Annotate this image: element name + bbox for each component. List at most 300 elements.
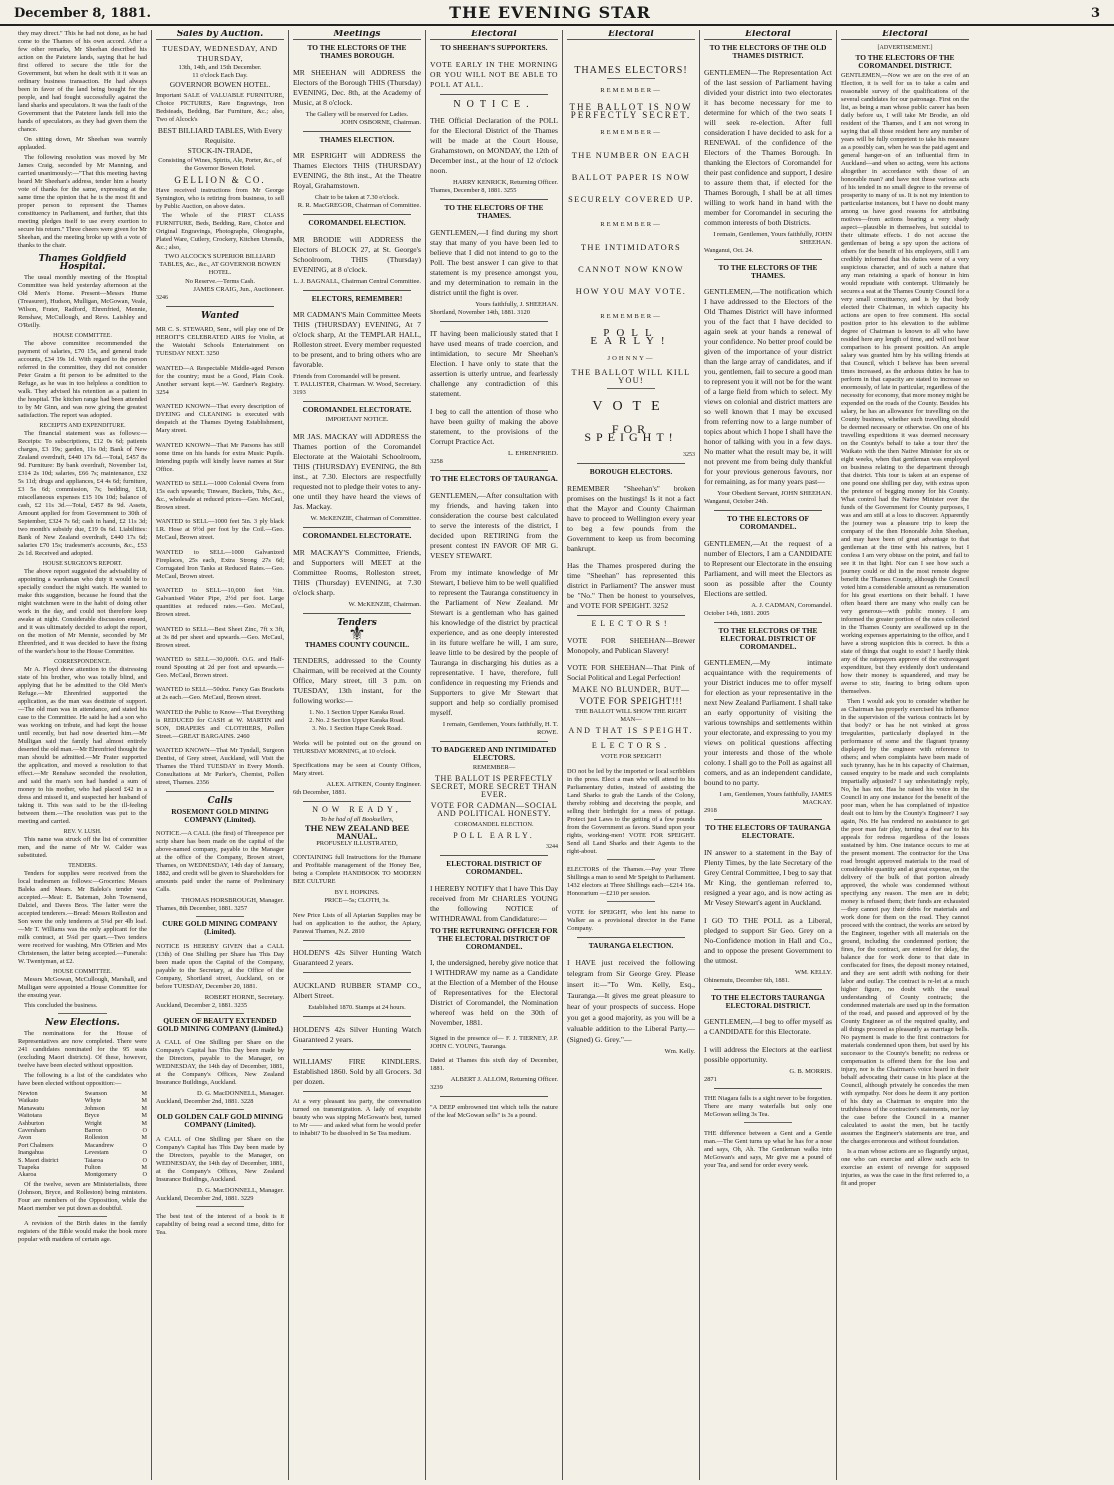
party-cell: M [141,1164,147,1172]
member-cell: Bryce [84,1112,100,1120]
borough-electors-text-2: Has the Thames prospered during the time "Sheehan" has represented this district in Parliament? The answer must be "No." Then be honest to yourselves, and VOTE FOR SPEIGHT. 3252 [567,561,695,611]
vote-cadman-line: VOTE FOR CADMAN—SOCIAL AND POLITICAL HONESTY. [430,801,558,819]
member-cell: Swanson [84,1090,107,1097]
surgeon-report-text: The above report suggested the advisability of appointing a wardsman who duty it would be to specially conduct the night watch. He wanted to make this suggestion, because he found that the night watchmen were in the habit of doing other work in the day, and could not therefore keep awake at night. Considerable discussion ensued, and it was ultimately decided to adopt the report, on the motion of Mr Mennie, seconded by Mr Ehrenfried, and it was decided to have the fixing of the warder's hour to the House Committee. [18,568,147,655]
divider [58,1013,107,1014]
rowe-letter: GENTLEMEN,—After consultation with my friends, and having taken into consideration the course best calculated to serve the interests of the district, I decided upon RETIRING from the present contest IN FAVOR OF MR G. VESEY STEWART. [430,490,558,560]
ad-title: TO THE ELECTORS OF TAURANGA ELECTORATE. [705,823,831,841]
sheehan-resolution: The following resolution was moved by Mr James Craig, seconded by Mr Manning, and carried unanimously:—"That this meeting having heard Mr Sheehan's address, tender him a hearty vote of thanks for the same, expressing at the same time the opinion that he is the most fit and proper person to represent the Thames constituency in Parliament, and further, that this meeting pledges itself to use every exertion to secure his return." Three cheers were given for Mr Sheehan, and the meeting broke up with a vote of thanks to the chair. [18,154,148,249]
tender-signature: ALEX. AITKEN, County Engineer. [326,780,421,788]
sheehan-signature: I remain, Gentlemen, Yours faithfully, JOHN SHEEHAN. [713,230,832,246]
call-date: Auckland, December 2nd, 1881. 3229 [156,1194,254,1202]
for-speight-line: FOR SPEIGHT! [584,422,678,444]
table-row [18,1149,147,1156]
member-cell: Barron [84,1127,102,1135]
rubber-stamp-ad: AUCKLAND RUBBER STAMP CO., Albert Street. [293,980,421,1000]
correspondence-text: Mr A. Floyd drew attention to the distressing state of his brother, who was totally blind, and applying that he be admitted to the Old Men's Refuge.—Mr Ehrenfried supported the application, as the man was destitute of support.—The old man was in attendance, and stated his case to the Committee. He said he had a son who was working on tribute, and had kept the house until recently, but had now deserted him.—Mr Mulligan said the family had almost entirely deserted the old man.—Mr Ehrenfried thought the man should be admitted.—Mr Frater supported the application, and moved a resolution to that effect.—Mr Renshaw seconded the resolution, and said the man's son had handed a sum of money to his mother, who had placed £42 in a dress and missed it, and suspected her husband of taking it. This was said to be the ill-feeling between them.—The resolution was put to the meeting and carried. [18,666,147,825]
unopposed-intro: The following is a list of the candidates who have been elected without opposition:— [18,1072,147,1087]
coromandel-election-line: COROMANDEL ELECTION. [454,821,534,829]
correspondence-subhead: CORRESPONDENCE. [54,659,111,665]
divider [303,401,411,402]
now-ready: NOW READY, [312,804,402,814]
call-signature: THOMAS HORSBROUGH, Manager. [181,897,284,905]
crest-icon: ⚜ [348,622,366,645]
bee-manual-title: THE NEW ZEALAND BEE MANUAL. [304,822,410,841]
bee-manual-text: CONTAINING full Instructions for the Humane and Profitable management of the Honey Bee, being a Complete HANDBOOK TO MODERN BEE CULTURE [293,854,421,886]
sheehan-letter: GENTLEMEN,—I find during my short stay that many of you have been led to believe that I did not intend to go to the Poll. The best answer I can give to that statement is my presence amongst you, and my determination to remain in the district until the fight is over. [430,227,558,297]
sheehan-address: GENTLEMEN—The Representation Act of the last session of Parliament having divided your district into two electorates it has become necessary for me to determine for which of the two seats I will seek re-election. After full consideration I have decided to ask for a RENEWAL of the confidence of the Electors of the Thames Borough. In thanking the Electors of Coromandel for their past confidence and support, I desire to assure them that, if elected for the Thames Borough, I shall be at all times willing to work hand in hand with the member for Coromandel in securing the common interests of both Districts. [704,67,832,227]
ehrenfried-signature: L. EHRENFRIED. [507,449,558,457]
meeting-title: THAMES ELECTION. [319,134,395,144]
meeting-title: ELECTORS, REMEMBER! [311,293,403,303]
kelly-signature: WM. KELLY. [794,968,832,976]
table-row [18,1120,147,1127]
nominations-text: The nominations for the House of Representatives are now completed. There were 241 candidates nominated for the 95 seats (excluding Maori districts). Of these, however, twelve have been elected without opposition. [18,1030,147,1069]
wanted-ad: WANTED KNOWN—That Mr Parsons has still some time on his hands for extra Music Pupils. Intending pupils will kindly leave names at Star Office. [156,441,284,473]
divider [607,78,655,79]
call-text: A CALL of One Shilling per Share on the Company's Capital has This Day been made by the Directors, payable to the Manager, on WEDNESDAY, the 14th day of December, 1881, at the Company's Offices, New Zealand Insurance Buildings, Auckland. [156,1039,284,1087]
meetings-heading: Meetings [293,30,421,40]
table-row [18,1090,147,1097]
member-cell: Johnson [84,1104,105,1112]
party-cell: O [142,1141,147,1149]
ad-number: 2918 [704,807,717,815]
divider [166,791,274,792]
meeting-signature: R. R. MacGREGOR, Chairman of Committee. [297,202,421,210]
ad-date: Wanganui, October 24th. [704,498,769,506]
table-row [18,1134,147,1141]
column-5-electoral [562,30,699,1480]
page-number: 3 [1090,6,1100,21]
rowe-signature: I remain, Gentlemen, Yours faithfully, H. T. ROWE. [442,721,558,737]
meeting-signature: L. J. BAGNALL, Chairman Central Committee. [293,277,421,285]
member-cell: Macandrew [84,1141,114,1149]
bee-manual-price: PRICE—5s; CLOTH, 3s. [324,897,390,905]
sheehan-address-2: GENTLEMEN,—The notification which I have addressed to the Electors of the Old Thames District will have informed you of the fact that I have decided to again seek at your hands a renewal of your confidence. No better proof could be given of the importance of your district than the large array of candidates, and if you, gentlemen, fail to secure a good man to represent you it will not be for the want of a large field from which to select. My views on colonial and district matters are so well known that I may be excused from referring now to a large number of topics about which I hope I shall have the honor of talking with you in a few days. No matter what the result may be, it will not prevent me from being duly thankful for your previous generous favours, nor for remaining, as for many years past— [704,287,833,487]
rev-lush-subhead: REV. V. LUSH. [63,829,102,835]
party-cell: M [141,1134,147,1142]
masthead [0,0,1114,26]
ad-title: TO THE ELECTORS TAURANGA ELECTORAL DISTRICT. [711,992,825,1010]
district-cell: Akaroa [18,1171,37,1179]
ad-title: TO THE ELECTORS OF THE COROMANDEL DISTRICT. [855,53,955,70]
auction-venue: GOVERNOR BOWEN HOTEL. [169,80,271,89]
district-cell: Inangahua [18,1149,44,1157]
wanted-ad: WANTED—A Respectable Middle-aged Person for the country; must be a Good, Plain Cook. Another servant kept.—W. Gardner's Registry. 3254 [156,364,284,396]
wanted-ad: WANTED to SELL—1000 Colonial Ovens from 15s each upwards; Tinware, Buckets, Tubs, &c., &c., wholesale at reduced prices—Geo. McCaul, Brown street. [156,479,284,511]
column-1-news [14,30,151,1480]
ad-title: TAURANGA ELECTION. [588,940,674,950]
land-sharks-text: DO not be led by the imported or local scribblers in the press. Elect a man who will attend to his Parliamentary duties, instead of assisting the Land Sharks to grab the Lands of the Colony, thereby robbing and deceiving the people, and selling their birthright for a mess of pottage. Protect just Laws to the getting of a few pounds from the Government as favors. Stand upon your rights, working-men! VOTE FOR SPEIGHT. Send all Land Sharks and their Agents to the right-about. [567,767,695,855]
wanted-ad: WANTED to SELL—10,000 feet ½in. Galvanised Water Pipe, 2½d per foot. Large quantities at reduced rates.—Geo. McCaul, Brown street. [156,587,284,619]
party-cell: M [141,1104,147,1112]
table-row [18,1142,147,1149]
party-cell: M [141,1119,147,1127]
wanted-ad: WANTED to SELL—1000 feet 5in. 3 ply black I.R. Hose at 9½d per foot by the Coil.—Geo. McCaul, Brown street. [156,518,284,542]
call-title: CURE GOLD MINING COMPANY (Limited). [162,919,278,937]
meeting-note: Friends from Coromandel will be present. [293,373,401,381]
house-committee-subhead: HOUSE COMMITTEE. [53,333,112,339]
rubber-stamp-est: Established 1870. Stamps at 24 hours. [308,1003,406,1011]
ad-title: TO THE ELECTORS OF THE ELECTORAL DISTRICT OF COROMANDEL. [718,625,818,651]
table-row [18,1105,147,1112]
electors-line: ELECTORS! [591,619,671,629]
ad-title: TO THE ELECTORS OF THE THAMES. [718,262,818,280]
returning-officer-heading: TO THE RETURNING OFFICER FOR THE ELECTORAL DISTRICT OF COROMANDEL. [430,925,558,951]
member-cell: Fulton [84,1164,101,1172]
niagara-quip: THE Niagara falls is a sight never to be forgotten. There are many waterfalls but only one McGowan selling 3s Tea. [704,1095,832,1119]
tender-title: THAMES COUNTY COUNCIL. [304,639,410,649]
brodie-critique: GENTLEMEN,—Now we are on the eve of an Election, it is well for us to take a calm and reasonable survey of the qualifications of the several candidates for our patronage. First on the list, as being a man whose public career has been daily before us, I will take Mr Brodie, an old resident of the Thames, and I am not wrong in saying that all those resident here any number of years will be fully competent to take his measure as a possibly can, when he was the paid agent and general hanger-on of an influential firm in Auckland—and when so acting, were his actions altogether in accordance with those of an honorable man? and have not those various acts of his tended in no small degree to the reverse of prosperity to many of us. It is not my intention to particularise instances, but I have no doubt many among us have good reasons for attributing motives—from actions bearing a very shady aspect—plausible in themselves, but suicidal to their ultimate effects. I do not accuse the gentleman of being a spy upon the actions of others for the benefit of his employers, still I am credibly informed that his duties were of a very suspicious character, and of such a nature that any man retaining a spark of honour in him would repudiate with contempt. Ultimately he secures a seat at the Thames County Council for a very small constituency, and is by that body elected their Chairman, in which capacity his actions are open to free comment. His social position prior to his elevation to the sublime degree of Chairman is known to all who have resided here any length of time, and will not bear comparison to his present position. An ample salary was granted him by his willing friends at that Council, which I believe has been several times increased, as the arduous duties he has to perform in that capacity are stated to increase so enormously, of late in particular, regardless of the necessity for economy, that more money might be expended on the roads of the County. Besides his salary, he has an allowance for travelling on the County business, whether such travelling should be deemed necessary or otherwise. On one of his travelling expeditions it was deemed necessary on the County's behalf to take a tour thro' the Waikato with the then Native Minister for six or eight weeks, when that gentleman was employed on business relating to the department through that district. This tour is taken at an expense of one pound one shilling per day, with extras upon the pretence of begging money for his County. What control had the Native Minister over the funds of the Government for County purposes, I was and am still at a loss to discover. Apparently the journey was a pleasure trip to keep the company of the then Honorable John Sheehan, and may have been of great advantage to that gentleman at the time with his natives, but I confess I am very obtuse on the point, and fail to see it in that light. Nor can I see how such a journey could or did in the most remote degree benefit the Thames County, although the Council voted him a considerable amount as remuneration for his great exertions on their behalf. I have often heard there are many who really can be very generous—with public money. I am informed the greater portion of the rates collected in the Thames County are swallowed up in the working expenses appertaining to the office, and I have a strong suspicion this is correct. Is this a state of things that ought to exist? I hardly think any of the ratepayers approve of the extravagant expenditure, but they evidently don't understand how their money is squandered, and may be averse to stir, fearing to bring odium upon themselves. [841,72,970,695]
district-cell: Waitotara [18,1112,42,1120]
remember-line: REMEMBER— [600,221,662,228]
ad-title: TO THE ELECTORS OF THE THAMES. [444,203,544,221]
wanted-ad: WANTED to SELL—Best Sheet Zinc, 7ft x 3ft, at 3s 8d per sheet and upwards.—Geo. McCaul, Brown street. [156,625,284,649]
call-text: NOTICE IS HEREBY GIVEN that a CALL (13th) of One Shilling per Share has This Day been made upon the Capital of the Company, payable to the Secretary, at the Office of the Company, Shortland street, Auckland, on or before TUESDAY, December 20, 1881. [156,942,284,990]
meeting-text: MR SHEEHAN will ADDRESS the Electors of the Borough THIS (Thursday) EVENING, Dec. 8th, at the Academy of Music, at 8 o'clock. [293,67,421,107]
auction-dates: 13th, 14th, and 15th December. [178,64,262,71]
that-is-speight: AND THAT IS SPEIGHT. [568,726,694,736]
remember-line: REMEMBER— [472,764,516,772]
mackay-address: GENTLEMEN,—My intimate acquaintance with the requirements of your District induces me to offer myself for election as your representative in the next New Zealand Parliament. I shall take an early opportunity of visiting the various townships and settlements within your electorate, and expressing to you my views on political questions affecting your interests and those of the whole colony. I shall go to the Poll as against all comers, and as an independent candidate, bound to no party. [704,658,832,788]
poll-early-line: POLL EARLY. [453,831,535,841]
divider [440,855,548,856]
divider [303,1091,411,1092]
receipts-text: The financial statement was as follows:—Receipts: To subscriptions, £12 0s 6d; patients charges, £3 19s; garden, 11s 0d; Bank of New Zealand overdraft, £440 17s 6d.—Total, £457 8s 9d. Furniture: By bank overdraft, November 1st, £314 2s 10d; salaries, £66 7s; maintenance, £32 5s 11d; drugs and appliances, £4 4s 6d; furniture, £3 5s 6d; commission, 7s; bedding, £18, miscellaneous expenses £15 10s 10d; balance of cash, £2 11s 3d.—Total, £457 8s 9d. Assets, Amount applied for from Government to 30th of September, £324 7s 6d; cash in hand, £2 11s 3d; two month's subsidy due, £19 0s 6d. Liabilities: Bank of New Zealand overdraft, £440 17s 6d; salaries £70 15s; tradesmen's accounts, &c., £53 2s 1d. Received and adopted. [18,430,147,557]
member-cell: Levestam [84,1149,109,1157]
ad-number: 3239 [430,1084,443,1092]
ad-title: ELECTORAL DISTRICT OF COROMANDEL. [446,859,542,877]
auction-stock: STOCK-IN-TRADE, [187,146,253,155]
ad-title: TO SHEEHAN'S SUPPORTERS. [440,43,548,52]
vote-speight-line: VOTE FOR SPEIGHT!!! [579,696,683,707]
tender-item: 2. No. 2 Section Upper Karaka Road. [309,717,405,725]
district-cell: Port Chalmers [18,1141,54,1149]
meeting-text: MR JAS. MACKAY will ADDRESS the Thames portion of the Coromandel Electorate at the Waiotahi Schoolroom, THIS (THURSDAY) EVENING, the 8th inst., at 7.30. Electors are respectfully requested not to pledge their votes to any-one until they have heard the views of Jas. Mackay. [293,431,421,511]
vote-line: VOTE [592,399,670,414]
district-cell: S. Maori district [18,1156,59,1164]
hospital-heading: Thames Goldfield Hospital. [38,254,127,272]
tender-note: Specifications may be seen at County Offices, Mary street. [293,761,421,777]
divider [607,388,655,389]
auction-billiard-tables: BEST BILLIARD TABLES, With Every Requisite. [157,126,283,145]
table-row [18,1171,147,1178]
divider [303,613,411,614]
meeting-subtitle: IMPORTANT NOTICE. [325,416,389,424]
wanted-ad: WANTED KNOWN—That Mr Tyndall, Surgeon Dentist, of Grey street, Auckland, will Visit the Thames the Third TUESDAY in Every Month. Consultations at Mr Parker's, Chemist, Pollen street, Thames. 2356 [156,747,284,787]
divider [607,901,655,902]
electoral-heading: Electoral [567,30,695,40]
meeting-title: COROMANDEL ELECTION. [308,218,406,228]
call-signature: ROBERT HORNE, Secretary. [204,993,284,1001]
call-title: OLD GOLDEN CALF GOLD MINING COMPANY (Limited). [156,1112,284,1130]
call-text: NOTICE.—A CALL (the first) of Threepence per scrip share has been made on the capital of the above-named company, payable to the Manager at the office of the Company, Brown street, Thames, on WEDNESDAY, 14th day of January, 1882, and credit will be given to Shareholders for amounts paid under the name of Preliminary Calls. [156,830,284,894]
meeting-text: MR CADMAN'S Main Committee Meets THIS (THURSDAY) EVENING, At 7 o'clock sharp, At the TEMPLAR HALL, Rolleston street. Every member requested to be present, and to bring others who are favorable. [293,310,421,370]
column-4-electoral [425,30,562,1480]
auctioneer-firm: GELLION & CO. [174,175,266,185]
ad-title: TO THE ELECTORS OF COROMANDEL. [727,514,809,532]
divider [196,1109,244,1110]
divider [440,199,548,200]
call-signature: D. G. MacDONNELL, Manager. [197,1090,284,1098]
poll-date: Thames, December 8, 1881. 3255 [430,187,517,195]
auction-number: 3246 [156,295,168,301]
ad-title: TO THE ELECTORS OF THE OLD THAMES DISTRICT. [709,43,827,60]
party-cell: O [142,1149,147,1157]
bee-manual-illustrated: PROFUSELY ILLUSTRATED, [316,839,398,847]
unopposed-table [18,1090,147,1179]
calls-heading: Calls [207,796,233,807]
meeting-title: TO THE ELECTORS OF THE THAMES BOROUGH. [307,43,407,60]
meeting-note: The Gallery will be reserved for Ladies. [305,110,409,118]
ehrenfried-statement: IT having been maliciously stated that I have used means of trade coercion, and intimidation, to secure Mr Sheehan's Election. I have only to state that the assertion is utterly untrue, and fearlessly challenge any contradiction of this statement. [430,329,558,399]
divider [196,1013,244,1014]
tea-quip: The best test of the interest of a book is it capability of being read a second time, ditto for Tea. [156,1213,284,1237]
electors-line: ELECTORS. [591,741,671,751]
holden-watch-ad: HOLDEN'S 42s Silver Hunting Watch Guaranteed 2 years. [293,948,421,968]
ad-title: BOROUGH ELECTORS. [589,467,673,476]
member-cell: Whyte [84,1097,102,1105]
poll-declaration: THE Official Declaration of the POLL for the Electoral District of the Thames will be made at the Court House, Grahamstown, on MONDAY, the 12th of December inst., at the hour of 12 o'clock noon. [430,116,558,176]
district-cell: Manawatu [18,1104,45,1112]
wanted-ad: MR C. S. STEWARD, Senr., will play one of Dr HEROIT'S CELEBRATED AIRS for Violin, at the Waiotahi Schools Entertainment on TUESDAY NEXT. 3250 [156,326,284,358]
ad-date: October 14th, 1881. 2005 [704,609,770,617]
new-elections-heading: New Elections. [45,1018,120,1028]
wanted-ad: WANTED to SELL—50doz. Fancy Gas Brackets at 2s each.—Geo. McCaul, Brown street. [156,686,284,702]
column-3-meetings-tenders [288,30,425,1480]
withdrawal-text: I, the undersigned, hereby give notice that I WITHDRAW my name as a Candidate at the Election of a Member of the House of Representatives for the Electoral District of Coromandel, the Nomination whereof was held on the 30th of November, 1881. [430,958,558,1028]
tenders-text: Tenders for supplies were received from the local tradesmen as follows:—Groceries: Messrs Baleks and Mears. Mr Baleks's tender was accepted.—Meat: E. Bateman, John Townsend, Dalziel, and Daves Bros. The latter were the accepted tenderers.—Bread: Messrs Rolleston and Son were the only tenderers at 5¼d per 4lb loaf.—Mr T. Williams was the only applicant for the milk contract, at 5¼d per quart.—Two tenders were received for washing, Mrs O'Brien and Mrs Christensen, the latter being accepted.—Funerals: W. Twentyman, at £2. [18,870,148,965]
vote-sheehan-satire: VOTE FOR SHEEHAN—Brewer Monopoly, and Publican Slavery! [567,635,695,655]
sales-by-auction-heading: Sales by Auction. [156,30,284,40]
meeting-signature: JOHN OSBORNE, Chairman. [340,118,421,126]
bee-manual-author: BY I. HOPKINS. [334,889,380,897]
remember-line: REMEMBER— [600,313,662,320]
cadman-signature: A. J. CADMAN, Coromandel. [751,601,832,609]
ehrenfried-number: 3258 [430,457,443,465]
divider [303,1016,411,1017]
kelly-statement-2: I GO TO THE POLL as a Liberal, pledged to support Sir Geo. Grey on a No-Confidence motion in Hall and Co., and to oppose the present Government to the utmost. [704,915,832,965]
district-cell: Tuapeka [18,1164,40,1172]
district-cell: Waikato [18,1097,39,1105]
party-cell: O [142,1171,147,1179]
sheehan-date: Shortland, November 14th, 1881. 3120 [430,308,530,316]
divider [577,615,685,616]
wanted-ad: WANTED the Public to Know—That Everything is REDUCED for CASH at W. MARTIN and SON, DRAPERS and CLOTHIERS, Pollen Street.—GREAT BARGAINS. 2460 [156,708,284,740]
hospital-present: The usual monthly meeting of the Hospital Committee was held yesterday afternoon at the Old Men's Home. Present—Messrs Hume (Treasurer), Hudson, Mulligan, McGowan, Veale, Wilson, Frater, Radford, Ehrenfried, Mennie, Renshaw, McCullough, and Revs. Laishley and O'Reilly. [18,274,147,329]
meeting-text: MR MACKAY'S Committee, Friends, and Supporters will MEET at the Committee Rooms, Rolleston street, THIS (Thursday) EVENING, at 7.30 o'clock sharp. [293,547,421,597]
auction-instructions: Have received instructions from Mr George Symington, who is retiring from business, to sell by Public Auction, on above dates. [156,187,284,210]
divider [58,1216,107,1217]
divider [440,470,548,471]
gent-quip: THE difference between a Gent and a Gentle man.—The Gent turns up what he has for a nose and says, Oh, Ah. The Gentleman walks into McGowan's and says, Mr give me a pound of your Tea, and send for order every week. [704,1129,832,1169]
meeting-signature: W. McKENZIE, Chairman of Committee. [310,514,421,522]
divider [303,214,411,215]
ad-date: Ohinemutu, December 6th, 1881. [704,976,790,984]
house-committee-2-subhead: HOUSE COMMITTEE. [53,969,112,975]
ballot-secret-line: THE BALLOT IS PERFECTLY SECRET, MORE SECRET THAN EVER. [430,774,558,800]
call-date: Thames, 8th December, 1881. 3257 [156,905,248,913]
auction-days: TUESDAY, WEDNESDAY, AND THURSDAY, [162,44,278,63]
divider [440,1096,548,1097]
divider [303,972,411,973]
bee-manual-pricelist: New Price Lists of all Apiarian Supplies may be had on application to the author, the Apiary, Parawai Thames, N.Z. 2810 [293,911,421,935]
advertisement-label: [ADVERTISEMENT.] [877,45,933,51]
morris-address: GENTLEMEN,—I beg to offer myself as a CANDIDATE for this Electorate. [704,1017,832,1037]
remember-line: REMEMBER— [600,87,662,94]
allom-signature: ALBERT J. ALLOM, Returning Officer. [450,1076,558,1084]
auction-stock-detail: Consisting of Wines, Spirits, Ale, Porter, &c., of the Governor Bowen Hotel. [158,157,282,172]
ballot-number-line: THE NUMBER ON EACH BALLOT PAPER IS NOW SECURELY COVERED UP. [568,151,694,204]
party-cell: M [141,1112,147,1120]
divider [714,622,822,623]
grey-telegram: I HAVE just received the following telegram from Sir George Grey. Please insert it:—"To Wm. Kelly, Esq., Tauranga.—It gives me great pleasure to hear of your prospects of success. Hope you get a good majority, as you will be a valuable addition to the Liberal Party.—(Signed) G. Grey."— [567,958,695,1045]
mackay-signature: I am, Gentlemen, Yours faithfully, JAMES MACKAY. [719,791,832,807]
divider [196,1206,244,1207]
wanted-ad: WANTED to SELL—30,000ft. O.G. and Half-round Spouting at 2d per foot and upwards.—Geo. McCaul, Brown street. [156,655,284,679]
wanted-ad: WANTED KNOWN—That every description of DYEING and CLEANING is executed with despatch at the Thames Dyeing Establishment, Mary street. [156,403,284,435]
ad-date: Wanganui, Oct. 24. [704,246,754,254]
member-cell: Wright [84,1119,102,1127]
morris-address-2: I will address the Electors at the earliest possible opportunity. [704,1044,832,1064]
auction-furniture: The Whole of the FIRST CLASS FURNITURE, Beds, Bedding, Rare, Choice and Original Engravings, Photographs, Oleographs, Plated Ware, Cutlery, Crockery, Kitchen Utensils, &c.; also, [156,212,284,251]
column-2-auction-wanted-calls [151,30,288,1480]
auction-time: 11 o'clock Each Day. [192,72,248,79]
tender-text: TENDERS, addressed to the County Chairman, will be received at the County Office, Mary street, till 3 p.m. on TUESDAY, 13th instant, for the following works:— [293,656,421,706]
honorarium-text: ELECTORS of the Thames.—Pay your Three Shillings a man to send Mr Speight to Parliament. 1432 electors at Three Shillings each—£214 16s. Honorarium —£210 per session. [567,866,695,898]
call-title: ROSEMONT GOLD MINING COMPANY (Limited). [171,807,269,825]
tender-note: Works will be pointed out on the ground on THURSDAY MORNING, at 10 o'clock. [293,739,421,755]
johnny-line: JOHNNY— [607,355,655,362]
table-row [18,1097,147,1104]
fire-kindlers-ad: WILLIAMS' FIRE KINDLERS. Established 1860. Sold by all Grocers. 3d per dozen. [293,1057,421,1087]
holden-watch-ad: HOLDEN'S 42s Silver Hunting Watch Guaranteed 2 years. [293,1024,421,1044]
ballot-secret-line: THE BALLOT IS NOW PERFECTLY SECRET. [569,102,693,120]
divider [303,940,411,941]
divider [303,131,411,132]
brodie-critique-3: Is a man whose actions are so flagrantly unjust, one who can exercise and allow such acts to exercise an extent of revenge for supposed injuries, as was the case in the first referred to, a fit and proper [841,1148,969,1187]
divider [714,1088,822,1089]
bible-quip: A revision of the Birth dates in the family registers of the Bible would make the book more popular with maidens of certain age. [18,1219,147,1243]
divider [196,916,244,917]
ad-number: 3244 [546,844,558,851]
ehrenfried-statement-2: I beg to call the attention of those who have been guilty of making the above statement, to the provisions of the Corrupt Practice Act. [430,406,558,446]
call-title: QUEEN OF BEAUTY EXTENDED GOLD MINING COMPANY (Limited.) [156,1015,284,1033]
ballot-kill-line: THE BALLOT WILL KILL YOU! [571,368,691,385]
electoral-heading: Electoral [704,30,832,40]
member-cell: Rolleston [84,1134,109,1142]
intimidators-line: THE INTIMIDATORS CANNOT NOW KNOW HOW YOU MAY VOTE. [575,243,687,296]
ad-title: TO THE ELECTORS OF TAURANGA. [430,473,558,483]
divider [303,801,411,802]
tender-date: 6th December, 1881. [293,788,347,796]
divider [303,290,411,291]
divider [303,527,411,528]
tea-party-quip: At a very pleasant tea party, the conversation turned on transmigration. A lady of exquisite beauty who was sipping McGowan's best, turned to Mr —— and asked what form he would prefer to inhabit? To be dissolved in Se Tea medium. [293,1098,421,1138]
divider [303,1049,411,1050]
district-cell: Ashburton [18,1119,45,1127]
call-date: Auckland, December 2, 1881. 3235 [156,1001,248,1009]
ballot-right-man: THE BALLOT WILL SHOW THE RIGHT MAN— [575,708,687,724]
rev-lush-text: This name was struck off the list of committee men, and the name of Mr W. Calder was substituted. [18,836,147,859]
sheehan-signature: Yours faithfully, J. SHEEHAN. [475,300,558,308]
cadman-address: GENTLEMEN,—At the request of a number of Electors, I am a CANDIDATE to Represent our Electorate in the ensuing Parliament, and will meet the Electors as soon as possible after the County Elections are settled. [704,538,832,598]
tenders-subhead: TENDERS. [68,863,97,869]
member-cell: Taiaroa [84,1156,104,1164]
tender-item: 1. No. 1 Section Upper Karaka Road. [309,709,405,717]
meeting-text: MR BRODIE will ADDRESS the Electors of BLOCK 27, at St. George's Schoolroom, THIS (Thursday) EVENING, at 8 o'clock. [293,234,421,274]
wanted-ad: WANTED to SELL—1000 Galvanized Fireplaces, 25s each, Extra Strong 27s 6d; Corrugated Iron Tanks at Reduced Rates.—Geo. McCaul, Brown street. [156,548,284,580]
divider [440,321,548,322]
no-blunder-line: MAKE NO BLUNDER, BUT— [572,685,690,695]
column-6-electoral [699,30,836,1480]
divider [577,463,685,464]
meeting-title: COROMANDEL ELECTORATE. [302,405,412,415]
thames-electors-line: THAMES ELECTORS! [574,65,688,76]
ad-number: 3253 [683,452,695,458]
borough-electors-text: REMEMBER "Sheehan's" broken promises on the hustings! Is it not a fact that the Mayor and County Chairman have to proceed to Wellington every year to beg a few pounds from the Government to keep us from becoming bankrupt. [567,483,695,553]
table-row [18,1127,147,1134]
kelly-signature: Wm. Kelly. [664,1048,695,1056]
divider [744,1122,792,1123]
divider [607,859,655,860]
withdrawal-dated: Dated at Thames this sixth day of December, 1881. [430,1057,558,1073]
kelly-statement: IN answer to a statement in the Bay of Plenty Times, by the late Secretary of the Grey Central Committee, I beg to say that Mr King, the gentleman referred to, resigned a year ago, and is now acting as Mr Vesey Stewart's agent in Auckland. [704,847,832,907]
divider [440,94,548,95]
party-cell: O [142,1127,147,1135]
divider [714,819,822,820]
poll-early-line: POLL EARLY! [590,327,672,347]
auctioneer-signature: JAMES CRAIG, Jun., Auctioneer. [193,286,284,293]
meeting-signature: W. McKENZIE, Chairman. [348,600,421,608]
party-cell: O [142,1156,147,1164]
business-concluded: This concluded the business. [24,1002,98,1009]
notice-heading: NOTICE. [453,98,535,110]
member-cell: Montgomery [84,1171,117,1179]
divider [166,306,274,307]
party-cell: M [141,1090,147,1097]
party-cell: M [141,1097,147,1105]
sheehan-signature: Your Obedient Servant, JOHN SHEEHAN. [717,490,832,498]
district-cell: Caversham [18,1127,46,1135]
tender-item: 3. No. 1 Section Hape Creek Road. [312,725,402,733]
returning-officer: HARRY KENRICK, Returning Officer. [453,179,558,187]
table-row [18,1157,147,1164]
fame-company-text: VOTE for SPEIGHT, who lent his name to Walker as a provisional director in the Fame Company. [567,908,695,932]
vote-early-ad: VOTE EARLY IN THE MORNING OR YOU WILL NOT BE ABLE TO POLL AT ALL. [430,59,558,89]
ad-number: 2871 [704,1075,717,1083]
call-signature: D. G. MacDONNELL, Manager. [197,1186,284,1194]
divider [714,259,822,260]
receipts-subhead: RECEIPTS AND EXPENDITURE. [39,423,126,429]
morris-signature: G. B. MORRIS. [789,1067,832,1075]
call-text: A CALL of One Shilling per Share on the Company's Capital has This Day been made by the Directors, payable to the Manager, on WEDNESDAY, the 14th day of December, 1881, at the Company's Offices, New Zealand Insurance Buildings, Auckland. [156,1135,284,1183]
meeting-number: 3193 [293,389,306,397]
table-row [18,1164,147,1171]
auction-two-tables: TWO ALCOCK'S SUPERIOR BILLIARD TABLES, &c., &c., AT GOVERNOR BOWEN HOTEL. [159,253,281,276]
brodie-critique-2: Then I would ask you to consider whether he as Chairman has properly exercised his influence in the supervision of the various contracts let by that body? or has he not winked at gross irregularities, particularly displayed in the performance of some and the flagrant tyranny displayed by the engineer with reference to others; and when complaints have been made of such tyranny, has he in his capacity of Chairman, caused enquiry to be made and such complaints impartially adjusted? I say unhesitatingly reply, No, he has not. Has he raised his voice in the Council in any one instance for the benefit of the poor man, when he has complained of injustice dealt out to him by the County's Engineer? I say again, No. He has rendered no assistance to get the poor man fair play, turning a deaf ear to his appeals for redress regardless of the losses sustained by him. One instance occurs to me at the present moment. The contractor for the Una road brought approved materials to the road of considerable quantity and at great expense, on the delivery of the bulk of that portion already approved, the whole was condemned without specifying any reason. The men are in debt; money is refused them; their funds are exhausted—they cannot pay their debts for materials and work done for them on the road. They cannot proceed with the contract, the works are seized by the Engineer, together with all materials on the ground, including the condemned portion; the fines, for the contract, are entered for delay, the balance due for work done to that date in confiscated for fines, the deposit money retained, and they are sent adrift with nothing for their labor and outlay. The contract is re-let at a much higher figure, no doubt with the usual understanding of County contracts; the condemned materials are used up in the formation of the road, and passed and approved of by the County Engineer as of the required quality, and all things proceed as pleasantly as marriage bells. No payment is made to the first contractors for materials condemned upon them, but used by his successor to the County's benefit; no redress or compensation is offered them for the loss and injury, nor is the Chairman's voice heard in their behalf advocating their cause in his place at the Council, although privately he concedes the men with sympathy. Nor does he deem it any portion of his duty as Chairman to enquire into the truthfulness of the contractor's statements, nor lay the case before the Council in a manner calculated to assist the men, but he tacitly assumes the Engineer's statements are true, and the charges erroneous and without foundation. [841,698,969,1145]
unopposed-summary: Of the twelve, seven are Ministerialists, three (Johnson, Bryce, and Rolleston) being ministers. Four are members of the Opposition, while the Maori member we put down as doubtful. [18,1180,147,1212]
auction-terms: No Reserve.—Terms Cash. [185,278,255,285]
divider [577,937,685,938]
house-committee-text: The above committee recommended the payment of salaries, £70 15s, and general trade accounts, £34 19s 1d. With regard to the person referred in the committee, they did not consider Peter Graim a fit person to be admitted to the Refuge, as he was in too helpless a condition to walk. They advised his retention as a patient in the hospital. The kitchen range had been attended to by Mr Ginn, and was now giving the greatest satisfaction. The report was adopted. [18,340,147,419]
columns [14,30,1110,1480]
divider [607,738,655,739]
meeting-title: COROMANDEL ELECTORATE. [302,530,412,540]
newspaper-title: THE EVENING STAR [449,3,651,22]
tea-tint-quip: "A DEEP embrowned tint which tells the nature of the leaf McGowan sells" is 3s a pound. [430,1103,558,1119]
vote-sheehan-satire-2: VOTE FOR SHEEHAN—That Pink of Social Political and Legal Perfection! [567,663,695,683]
